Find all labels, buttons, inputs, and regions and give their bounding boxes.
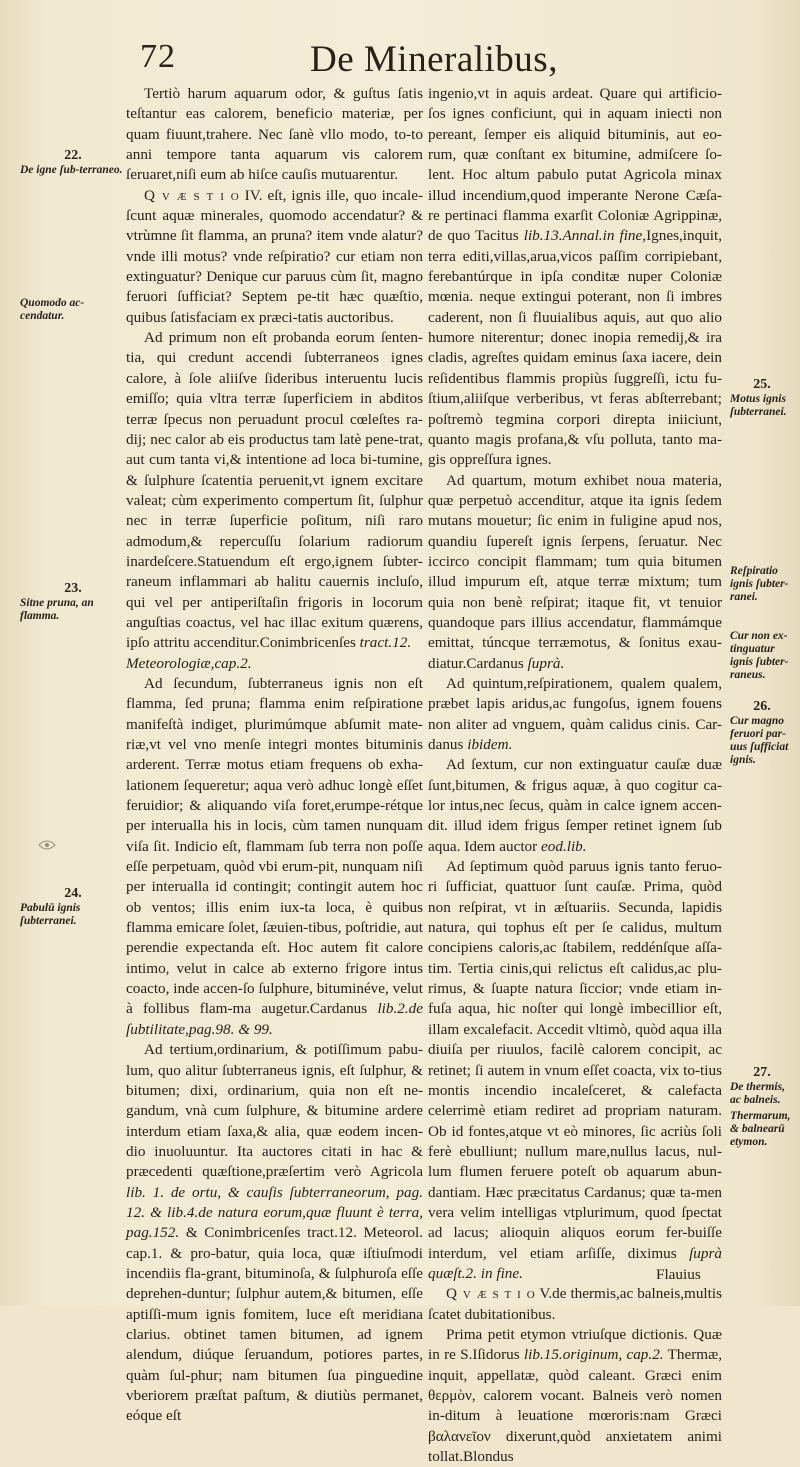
paragraph bbox=[126, 84, 423, 186]
margin-note: 25. Motus ignis ſubterranei. bbox=[730, 377, 787, 418]
citation: lib.15.originum, cap.2. bbox=[523, 1346, 664, 1364]
margin-note: 27. De thermis, ac balneis. bbox=[730, 1065, 785, 1106]
paragraph-text: Prima petit etymon vtriuſque dictionis. Quæ in re S.Iſidorus bbox=[428, 1325, 722, 1364]
margin-note: 26. Cur magno feruori par-uus ſufficiat ignis. bbox=[730, 699, 789, 766]
paragraph-text: Ad ſecundum, ſubterraneus ignis non eſt flamma, ſed pruna; flamma enim reſpiratione manifeſtà indiget, plurimúmque abſumit mate-riæ,vt vel vno menſe integri montes bituminis arderent. Terræ motus etiam frequens ob exha-lationem ſequeretur; aqua verò adhuc longè eſſet feruidior; & aliquando viſa foret,erumpe-rétque per interualla his in locis, cùm tamen nunquam viſa ſit. Indicio eſt, flammam ſub terra non poſſe eſſe perpetuam, quòd vbi erum-pit, nunquam niſi per interualla id contingit; contingit autem hoc ob ventos; illis enim iux-ta loca, è quibus flamma emicare ſolet, ſæuien-tibus, poſtridie, aut perendie expectanda eſt. Hoc autem fit calore intimo, velut in calce ab externo frigore intus coacto, inde accen-ſo ſulphure, bituminéve, velut à follibus flam-ma augetur.Cardanus bbox=[126, 674, 423, 1018]
paragraph-text: Ad primum non eſt probanda eorum ſenten-tia, qui credunt accendi ſubterraneos ignes calore, à ſole aliiſve ſideribus interuentu lucis emiſſo; quia vltra terræ ſuperficiem in abditos terræ ſpecus non peruadunt procul cœleſtes ra-dij; nec calor ab eis productus tam latè pene-trat, aut cum tanta vi,& intentione ad loca bi-tumine, & ſulphure ſcatentia peruenit,vt ignem excitare valeat; cùm experimento compertum ſit, ſulphur nec in terræ ſuperficie poſitum, niſi raro admodum,& repercuſſu ſolarium radiorum inardeſcere.Statuendum eſt ergo,ignem ſubter-raneum inflammari ab halitu cauernis incluſo, qui vel per antiperiſtaſin frigoris in locorum anguſtias coactus, vel hac illac exitum quærens, ipſo attritu accenditur.Conimbricenſes bbox=[126, 329, 423, 652]
paragraph-text: Thermæ, inquit, appellatæ, quòd caleant. Græci enim θερμὸν, calorem vocant. Balneis verò nomen in-ditum à leuatione mœroris:nam Græci βαλανεῖον dixerunt,quòd anxietatem animi tollat.Blondus bbox=[428, 1346, 722, 1466]
citation: lib. 1. de ortu, & cauſis ſubterraneorum, pag. 12. & lib.4.de natura eorum,quæ fluunt è terra, pag.152. bbox=[126, 1183, 423, 1242]
catchword: Flauius bbox=[656, 1266, 701, 1283]
margin-note: 22. De igne ſub-terraneo. bbox=[20, 148, 123, 176]
margin-note: 23. Sitne pruna, an flamma. bbox=[20, 581, 94, 622]
paragraph-text: Ignes,inquit, terra editi,villas,arua,vicos paſſim corripiebant, ferebantúrque in ipſa conditæ nuper Coloniæ mœnia. neque extingui poterant, non ſi imbres caderent, non ſi fluuialibus aquis, aut quo alio humore niterentur; donec inopia remedij,& ira cladis, agreſtes quidam eminus ſaxa iacere, dein reſidentibus flammis propiùs ſuggreſſi, ictu fu-ſtium,aliiſque verberibus, vt feras abſterrebant; poſtremò tegmina corpori direpta iniiciunt, quanto magis profana,& vſu polluta, tanto ma-gis oppreſſura ignes. bbox=[428, 227, 723, 469]
question-lead: Q v æ s t i o bbox=[144, 186, 240, 204]
paragraph-text: Ad tertium,ordinarium, & potiſſimum pabu-lum, quo alitur ſubterraneus ignis, eſt ſulphur, & bitumen; dixi, ordinarium, quia non eſt ne-gandum, vnà cum ſulphure, & bitumine ardere interdum etiam ſaxa,& alia, quæ eodem incen-dio inuoluuntur. Ita auctores citati in hac & præcedenti quæſtione,præſertim verò Agricola bbox=[126, 1041, 423, 1181]
page-header bbox=[0, 38, 800, 88]
margin-note: 24. Pabulū ignis ſubterranei. bbox=[20, 886, 82, 927]
paragraph bbox=[126, 1040, 423, 1427]
paragraph bbox=[428, 84, 722, 471]
citation: ſuprà. bbox=[527, 654, 565, 672]
paragraph bbox=[428, 857, 722, 1284]
paragraph-text: Ad quartum, motum exhibet noua materia, quæ perpetuò accenditur, atque ita ignis ſedem mutans mouetur; ſic enim in fuligine apud nos, quandiu ſupereſt ignis ſerpens, ſeruatur. Nec iccirco concipit flammam; tum quia bitumen illud impurum eſt, atque terræ mixtum; tum quia non benè reſpirat; itaque fit, vt tenuior quandoque pars illius accendatur, flammámque emittat, túncque terræmotus, & ſonitus exau-diatur.Cardanus bbox=[428, 471, 722, 672]
paragraph-text: Ad ſeptimum quòd paruus ignis tanto feruo-ri ſufficiat, quattuor ſunt cauſæ. Prima, quòd non reſpirat, vt in æſtuariis. Secunda, lapidis natura, qui tophus eſt per ſe calidus, multum concipiens caloris,ac ſtabilem, reddénſque aſſa-tim. Tertia cinis,qui relictus eſt calidus,ac plu-rimus, & ſuapte natura ſiccior; vnde etiam in-fuſa aqua, hic noſter qui longè imbecillior eſt, illam excalefacit. Accedit vltimò, quòd aqua illa diuiſa per riuulos, facilè calorem concipit, ac retinet; ſi autem in vnum eſſet coacta, vix to-tius montis incendio incaleſceret, & calefacta celerrimè etiam rediret ad propriam naturam. Ob id fontes,atque vt eò minores, ſic acriùs ſoli ferè ebulliunt; nullum mare,nullus lacus, nul-lum flumen feruere poteſt ob aquarum abun-dantiam. Hæc præcitatus Cardanus; quæ ta-men vera velim intelligas vtplurimum, quod ſpectat ad lacus; alioquin aliquos eorum fer-buiſſe interdum, vel etiam arſiſſe, diximus bbox=[428, 858, 722, 1262]
margin-note: Cur non ex-tinguatur ignis ſubter-raneus. bbox=[730, 630, 789, 681]
paragraph-text: ingenio,vt in aquis ardeat. Quare qui artificio-ſos ignes conficiunt, qui in aquam iniecti non pereant, ſemper eis aliquid bituminis, aut eo-rum, quæ conſtant ex bitumine, admiſcere ſo-lent. Hoc altum pabulo putat Agricola minax illud incendium,quod imperante Nerone Cæſa-re pertinaci flamma exarſit Coloniæ Agrippinæ, de quo Tacitus bbox=[428, 85, 722, 245]
citation: Meteorologiæ,cap.2. bbox=[126, 654, 252, 672]
question-lead: Q v æ s t i o bbox=[446, 1285, 536, 1303]
paragraph-text: Tertiò harum aquarum odor, & guſtus ſatis teſtantur eas calorem, beneficio materiæ, per quam fiuunt,trahere. Nec ſanè vllo modo, to-to anni tempore tanta aquarum vis calorem ſeruaret,niſi eum ab hiſce cauſis mutuarentur. bbox=[126, 85, 423, 184]
margin-note: Reſpiratio ignis ſubter-ranei. bbox=[730, 565, 789, 603]
citation: tract.12. bbox=[359, 634, 412, 652]
paragraph-text: Ad ſextum, cur non extinguatur cauſæ duæ ſunt,bitumen, & frigus aquæ, à quo cogitur ca-lor intus,nec ſecus, quàm in calce ignem accen-dit. illud idem frigus ſemper retinet ignem ſub aqua. Idem auctor bbox=[428, 756, 722, 855]
citation: lib.13.Annal.in fine, bbox=[523, 227, 647, 245]
running-title: De Mineralibus, bbox=[310, 39, 558, 80]
paragraph bbox=[126, 674, 423, 1040]
paragraph bbox=[126, 186, 423, 328]
paragraph bbox=[126, 654, 423, 674]
paragraph-text: & Conimbricenſes tract.12. Meteorol. cap.1. & pro-batur, quia loca, quæ iſtiuſmodi incendiis fla-grant, bituminoſa, & ſulphuroſa eſſe deprehen-duntur; ſulphur autem,& bitumen, eſſe aptiſſi-mum ignis fomitem, luce eſt meridiana clarius. obtinet tamen bitumen, ad ignem alendum, diúque ſeruandum, potiores partes, quàm ſul-phur; nam bitumen ſua pinguedine vberiorem præſtat paſtum, & diutiùs permanet, eóque eſt bbox=[126, 1224, 423, 1425]
paragraph bbox=[428, 1284, 722, 1325]
margin-note: Thermarum, & balnearū etymon. bbox=[730, 1110, 791, 1148]
paragraph-text: Ad quintum,reſpirationem, qualem qualem, præbet lapis aridus,ac fungoſus, ignem fouens non aliter ad vnguem, quàm calidus cinis. Car-danus bbox=[428, 674, 722, 753]
citation: eod.lib. bbox=[541, 837, 587, 855]
margin-note: Quomodo ac-cendatur. bbox=[20, 297, 85, 322]
printer-ornament-icon bbox=[36, 835, 58, 855]
citation: ſuprà quæſt.2. in fine. bbox=[428, 1244, 722, 1282]
page-number: 72 bbox=[140, 38, 176, 75]
right-text-column bbox=[428, 84, 722, 1467]
paragraph bbox=[126, 328, 423, 654]
paragraph-text: V.de thermis,ac balneis,multis ſcatet dubitationibus. bbox=[428, 1285, 722, 1323]
paragraph-text: IV. eſt, ignis ille, quo incale-ſcunt aquæ minerales, quomodo accendatur? & vtrùmne ſit flamma, an pruna? item vnde alatur? vnde illi motus? vnde reſpiratio? cur etiam non extinguatur? Denique cur paruus cùm ſit, magno feruori ſufficiat? Septem pe-tit hæc quæſtio, quibus ſatisfaciam ex præci-tatis auctoribus. bbox=[126, 186, 423, 326]
citation: ibidem. bbox=[467, 736, 513, 753]
citation: lib.2.de ſubtilitate,pag.98. & 99. bbox=[126, 1000, 423, 1038]
paragraph bbox=[428, 471, 722, 674]
paragraph bbox=[428, 674, 722, 755]
paragraph bbox=[428, 1325, 722, 1467]
left-text-column bbox=[126, 84, 423, 1427]
paragraph bbox=[428, 755, 722, 857]
